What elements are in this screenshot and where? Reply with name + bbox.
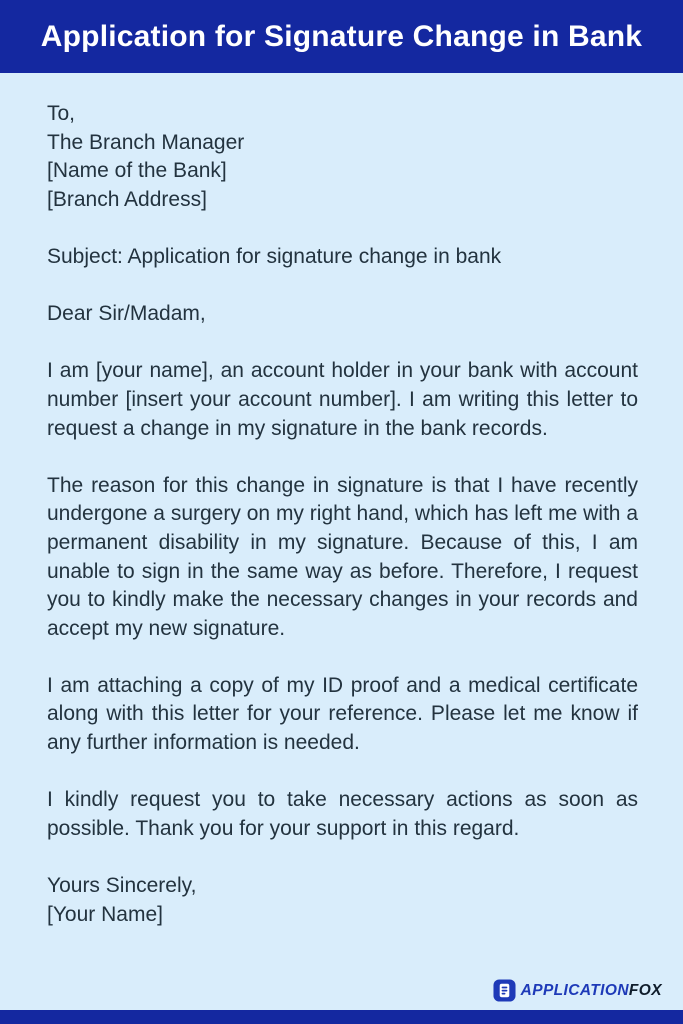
closing-block <box>47 872 638 929</box>
footer-band <box>0 1010 683 1024</box>
closing-line: [Your Name] <box>47 902 163 926</box>
document-icon <box>493 979 516 1002</box>
recipient-line: To, <box>47 102 76 125</box>
header-band <box>0 0 683 73</box>
paragraph: I kindly request you to take necessary actions as soon as possible. Thank you for your support in this regard. <box>47 788 638 840</box>
brand-logo <box>493 979 662 1002</box>
letter-body <box>0 73 683 1010</box>
paragraph: I am [your name], an account holder in your bank with account number [insert your account number]. I am writing this letter to request a change in my signature in the bank records. <box>47 359 638 440</box>
recipient-block <box>47 100 638 214</box>
logo-text-secondary: FOX <box>628 981 662 999</box>
recipient-line: [Name of the Bank] <box>47 159 227 183</box>
paragraph: I am attaching a copy of my ID proof and a medical certificate along with this letter for your reference. Please let me know if any further information is needed. <box>47 673 638 755</box>
salutation: Dear Sir/Madam, <box>47 302 206 326</box>
logo-text <box>521 982 662 1000</box>
logo-text-primary: APPLICATION <box>520 981 629 999</box>
subject-line: Subject: Application for signature change in bank <box>47 244 502 268</box>
recipient-line: The Branch Manager <box>47 130 245 154</box>
paragraph: The reason for this change in signature is that I have recently undergone a surgery on my right hand, which has left me with a permanent disability in my signature. Because of this, I am unable to sign in the same way as before. Therefore, I request you to kindly make the necessary changes in your records and accept my new signature. <box>47 473 638 640</box>
page-title: Application for Signature Change in Bank <box>40 19 643 53</box>
recipient-line: [Branch Address] <box>47 187 207 211</box>
closing-line: Yours Sincerely, <box>47 874 197 898</box>
